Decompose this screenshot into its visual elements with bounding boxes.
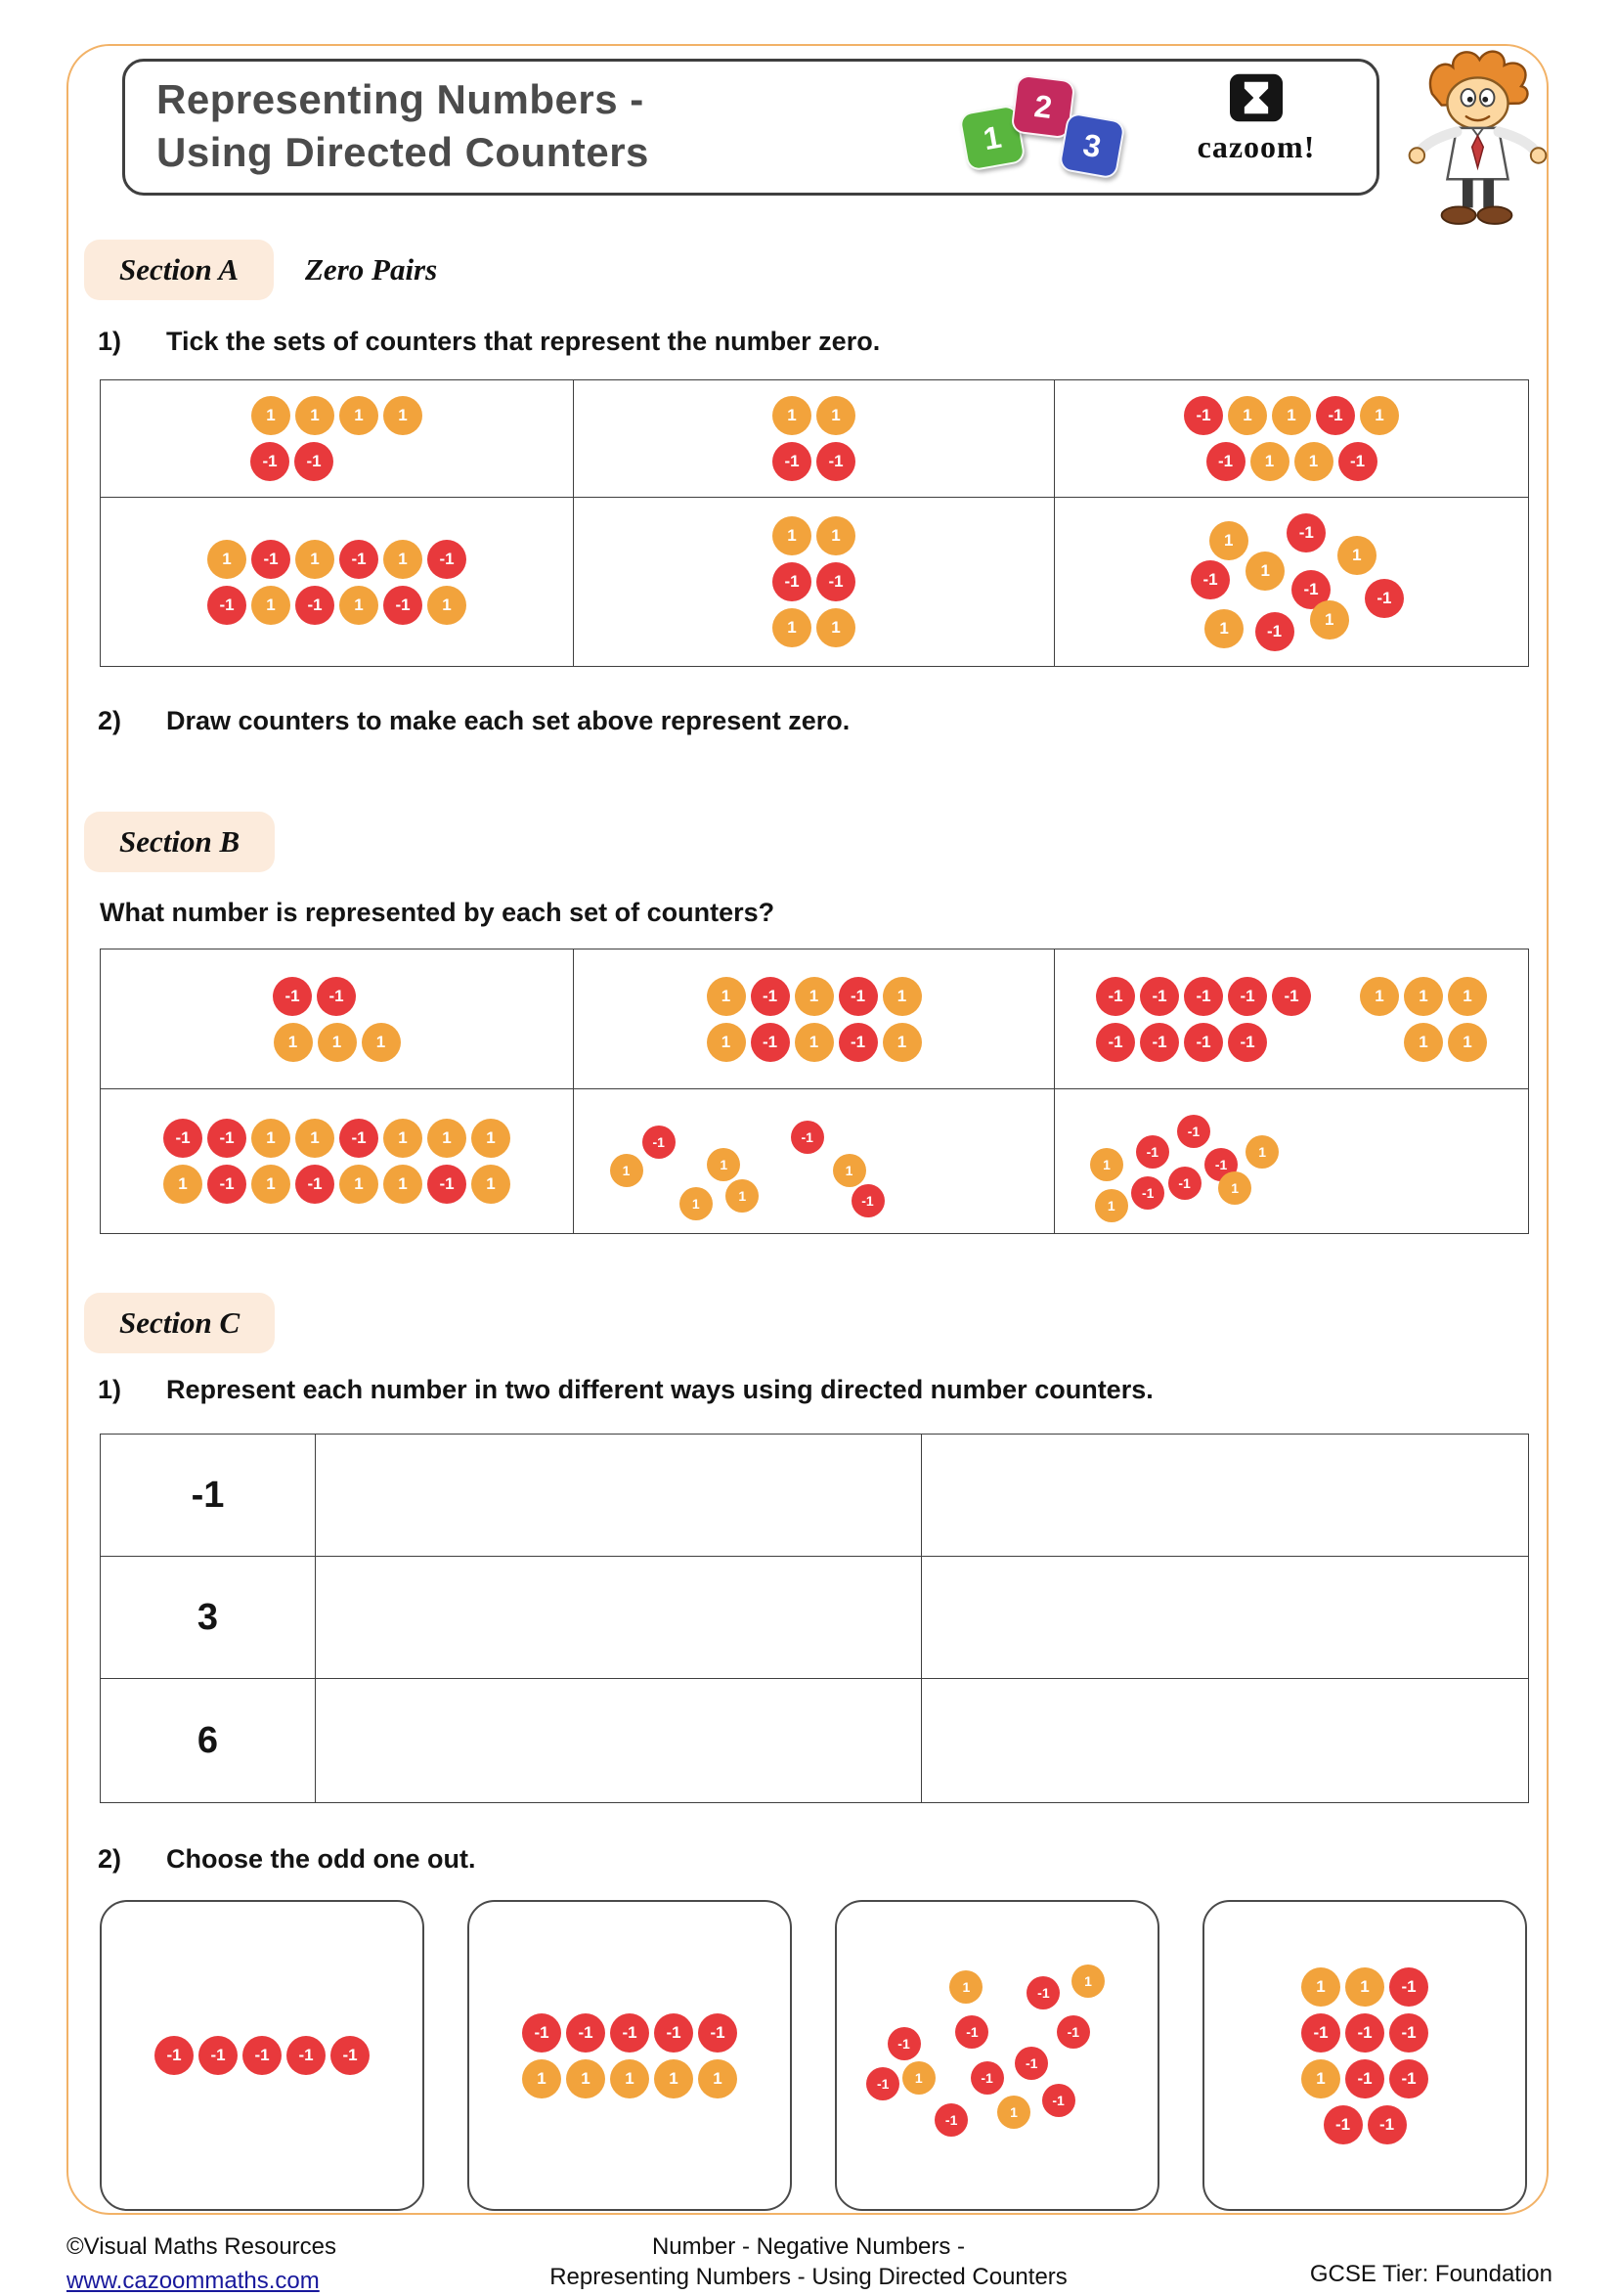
positive-counter: 1 — [1345, 1967, 1384, 2007]
counter-row — [1096, 1023, 1487, 1062]
positive-counter: 1 — [833, 1154, 866, 1187]
positive-counter: 1 — [1404, 1023, 1443, 1062]
section-a-label — [84, 240, 274, 300]
counter-set-cell — [101, 949, 574, 1089]
negative-counter: -1 — [1365, 579, 1404, 618]
positive-counter: 1 — [1228, 396, 1267, 435]
section-c-question-1 — [98, 1375, 1154, 1405]
positive-counter: 1 — [427, 586, 466, 625]
section-a-question-1 — [98, 327, 880, 357]
negative-counter: -1 — [1345, 2013, 1384, 2053]
positive-counter: 1 — [949, 1970, 983, 2004]
question-text: Draw counters to make each set above represent zero. — [166, 706, 851, 735]
negative-counter: -1 — [654, 2013, 693, 2053]
negative-counter: -1 — [250, 442, 289, 481]
negative-counter: -1 — [1184, 977, 1223, 1016]
negative-counter: -1 — [198, 2036, 238, 2075]
footer-topic-line-2: Representing Numbers - Using Directed Counters — [549, 2264, 1068, 2291]
positive-counter: 1 — [522, 2059, 561, 2098]
counter-row — [1206, 442, 1377, 481]
number-cell: -1 — [101, 1435, 316, 1557]
negative-counter: -1 — [1184, 1023, 1223, 1062]
negative-counter: -1 — [1204, 1148, 1238, 1181]
positive-counter: 1 — [816, 516, 855, 555]
number-tile-3: 3 — [1058, 111, 1126, 180]
positive-counter: 1 — [1301, 2059, 1340, 2098]
negative-counter: -1 — [791, 1121, 824, 1154]
positive-counter: 1 — [339, 586, 378, 625]
negative-counter: -1 — [839, 1023, 878, 1062]
representation-table — [100, 1434, 1529, 1803]
cazoom-logo — [1173, 71, 1339, 165]
answer-cell — [316, 1435, 922, 1557]
counter-set — [113, 1914, 411, 2197]
section-a-counter-grid — [100, 379, 1529, 667]
negative-counter: -1 — [1301, 2013, 1340, 2053]
counter-set — [1063, 957, 1520, 1081]
section-c-label — [84, 1293, 275, 1353]
positive-counter: 1 — [1448, 977, 1487, 1016]
counter-row — [522, 2059, 737, 2098]
counter-row — [273, 977, 356, 1016]
negative-counter: -1 — [1316, 396, 1355, 435]
negative-counter: -1 — [1131, 1176, 1164, 1210]
positive-counter: 1 — [679, 1187, 713, 1220]
negative-counter: -1 — [339, 540, 378, 579]
counter-row — [1096, 977, 1487, 1016]
mascot-illustration — [1396, 44, 1557, 240]
counter-set — [582, 957, 1046, 1081]
positive-counter: 1 — [1204, 609, 1244, 648]
counter-set — [1063, 506, 1520, 658]
question-text: What number is represented by each set of counters? — [100, 898, 775, 927]
section-c-label-text: Section C — [119, 1305, 240, 1340]
negative-counter: -1 — [427, 1165, 466, 1204]
numbers-123-logo — [961, 75, 1132, 185]
counter-row — [207, 586, 466, 625]
positive-counter: 1 — [251, 396, 290, 435]
title-line-2: Using Directed Counters — [156, 128, 649, 175]
answer-cell — [922, 1679, 1528, 1802]
positive-counter: 1 — [362, 1023, 401, 1062]
negative-counter: -1 — [566, 2013, 605, 2053]
answer-cell — [316, 1679, 922, 1802]
footer-topic-line-1: Number - Negative Numbers - — [651, 2233, 966, 2260]
counter-row — [251, 396, 422, 435]
negative-counter: -1 — [1345, 2059, 1384, 2098]
counter-row — [1184, 396, 1399, 435]
number-tile-1: 1 — [958, 104, 1027, 172]
negative-counter: -1 — [1255, 612, 1294, 651]
positive-counter: 1 — [816, 396, 855, 435]
positive-counter: 1 — [471, 1165, 510, 1204]
negative-counter: -1 — [1324, 2105, 1363, 2144]
negative-counter: -1 — [751, 1023, 790, 1062]
positive-counter: 1 — [383, 396, 422, 435]
section-a-question-2 — [98, 706, 850, 736]
counter-row — [772, 608, 855, 647]
negative-counter: -1 — [751, 977, 790, 1016]
negative-counter: -1 — [1338, 442, 1377, 481]
negative-counter: -1 — [1027, 1976, 1060, 2009]
positive-counter: 1 — [1310, 600, 1349, 640]
odd-one-out-option-1 — [100, 1900, 424, 2211]
positive-counter: 1 — [654, 2059, 693, 2098]
mascot-icon — [1396, 44, 1557, 235]
negative-counter: -1 — [163, 1119, 202, 1158]
negative-counter: -1 — [935, 2103, 968, 2137]
negative-counter: -1 — [816, 442, 855, 481]
negative-counter: -1 — [1191, 560, 1230, 599]
negative-counter: -1 — [251, 540, 290, 579]
negative-counter: -1 — [273, 977, 312, 1016]
negative-counter: -1 — [1228, 1023, 1267, 1062]
negative-counter: -1 — [1184, 396, 1223, 435]
title-line-1: Representing Numbers - — [156, 76, 644, 122]
negative-counter: -1 — [154, 2036, 194, 2075]
negative-counter: -1 — [1168, 1167, 1202, 1200]
odd-one-out-option-2 — [467, 1900, 792, 2211]
positive-counter: 1 — [207, 540, 246, 579]
negative-counter: -1 — [1228, 977, 1267, 1016]
counter-row — [707, 1023, 922, 1062]
positive-counter: 1 — [772, 516, 811, 555]
counter-set-cell — [1055, 498, 1528, 666]
cazoom-logo-text: cazoom! — [1197, 129, 1316, 164]
negative-counter: -1 — [317, 977, 356, 1016]
negative-counter: -1 — [294, 442, 333, 481]
positive-counter: 1 — [1250, 442, 1289, 481]
positive-counter: 1 — [383, 540, 422, 579]
positive-counter: 1 — [902, 2061, 936, 2095]
negative-counter: -1 — [955, 2015, 988, 2049]
spacer — [1272, 1023, 1311, 1062]
negative-counter: -1 — [286, 2036, 326, 2075]
number-cell: 6 — [101, 1679, 316, 1802]
positive-counter: 1 — [725, 1179, 759, 1213]
negative-counter: -1 — [1140, 977, 1179, 1016]
positive-counter: 1 — [883, 977, 922, 1016]
negative-counter: -1 — [295, 1165, 334, 1204]
counter-set-cell — [574, 1089, 1055, 1233]
negative-counter: -1 — [839, 977, 878, 1016]
positive-counter: 1 — [295, 540, 334, 579]
section-b-label — [84, 812, 275, 872]
positive-counter: 1 — [707, 977, 746, 1016]
negative-counter: -1 — [642, 1126, 676, 1159]
counter-row — [250, 442, 333, 481]
negative-counter: -1 — [522, 2013, 561, 2053]
negative-counter: -1 — [1015, 2047, 1048, 2080]
positive-counter: 1 — [816, 608, 855, 647]
positive-counter: 1 — [1337, 536, 1377, 575]
negative-counter: -1 — [207, 1119, 246, 1158]
positive-counter: 1 — [1246, 552, 1285, 591]
spacer — [1316, 1023, 1355, 1062]
footer-tier-text: GCSE Tier: Foundation — [1309, 2261, 1552, 2287]
positive-counter: 1 — [251, 586, 290, 625]
section-b-intro — [100, 898, 774, 928]
positive-counter: 1 — [383, 1165, 422, 1204]
counter-set-cell — [574, 498, 1055, 666]
number-cell: 3 — [101, 1557, 316, 1679]
positive-counter: 1 — [295, 396, 334, 435]
positive-counter: 1 — [274, 1023, 313, 1062]
question-number: 2) — [98, 1844, 122, 1874]
negative-counter: -1 — [971, 2061, 1004, 2095]
positive-counter: 1 — [1218, 1171, 1251, 1205]
negative-counter: -1 — [427, 540, 466, 579]
question-number: 1) — [98, 1375, 122, 1404]
negative-counter: -1 — [1136, 1135, 1169, 1169]
cazoommaths-link[interactable]: www.cazoommaths.com — [66, 2268, 320, 2295]
positive-counter: 1 — [795, 1023, 834, 1062]
counter-row — [522, 2013, 737, 2053]
counter-row — [772, 516, 855, 555]
positive-counter: 1 — [997, 2096, 1030, 2129]
question-number: 1) — [98, 327, 122, 356]
positive-counter: 1 — [1246, 1135, 1279, 1169]
negative-counter: -1 — [1096, 1023, 1135, 1062]
negative-counter: -1 — [1096, 977, 1135, 1016]
copyright-text: ©Visual Maths Resources — [66, 2233, 337, 2260]
negative-counter: -1 — [610, 2013, 649, 2053]
odd-one-out-option-3 — [835, 1900, 1159, 2211]
counter-row — [207, 540, 466, 579]
positive-counter: 1 — [1095, 1189, 1128, 1222]
section-b-counter-grid — [100, 949, 1529, 1234]
positive-counter: 1 — [383, 1119, 422, 1158]
negative-counter: -1 — [772, 442, 811, 481]
positive-counter: 1 — [1090, 1148, 1123, 1181]
counter-row — [274, 1023, 401, 1062]
counter-set-cell — [574, 949, 1055, 1089]
negative-counter: -1 — [816, 562, 855, 601]
header — [122, 59, 1379, 196]
positive-counter: 1 — [1404, 977, 1443, 1016]
worksheet-title — [156, 73, 649, 179]
cazoom-logo-icon — [1227, 71, 1286, 124]
counter-set-cell — [574, 380, 1055, 498]
section-a-label-text: Section A — [119, 252, 240, 287]
positive-counter: 1 — [883, 1023, 922, 1062]
negative-counter: -1 — [1042, 2084, 1075, 2117]
answer-cell — [316, 1557, 922, 1679]
positive-counter: 1 — [1294, 442, 1333, 481]
negative-counter: -1 — [1287, 513, 1326, 552]
counter-row — [154, 2036, 370, 2075]
counter-set — [582, 388, 1046, 489]
positive-counter: 1 — [251, 1165, 290, 1204]
negative-counter: -1 — [1389, 1967, 1428, 2007]
positive-counter: 1 — [318, 1023, 357, 1062]
negative-counter: -1 — [1057, 2015, 1090, 2049]
counter-row — [707, 977, 922, 1016]
positive-counter: 1 — [295, 1119, 334, 1158]
counter-set — [1063, 388, 1520, 489]
question-text: Choose the odd one out. — [166, 1844, 476, 1874]
section-c-question-2 — [98, 1844, 476, 1875]
positive-counter: 1 — [772, 608, 811, 647]
counter-row — [1301, 2013, 1428, 2053]
counter-set — [109, 1097, 565, 1225]
negative-counter: -1 — [383, 586, 422, 625]
positive-counter: 1 — [566, 2059, 605, 2098]
positive-counter: 1 — [795, 977, 834, 1016]
counter-set — [582, 1097, 1046, 1225]
odd-one-out-options — [100, 1900, 1527, 2211]
counter-set — [849, 1914, 1146, 2197]
answer-cell — [922, 1435, 1528, 1557]
counter-set — [109, 506, 565, 658]
negative-counter: -1 — [1389, 2059, 1428, 2098]
positive-counter: 1 — [251, 1119, 290, 1158]
negative-counter: -1 — [242, 2036, 282, 2075]
counter-row — [1324, 2105, 1407, 2144]
counter-row — [163, 1119, 510, 1158]
positive-counter: 1 — [698, 2059, 737, 2098]
positive-counter: 1 — [1448, 1023, 1487, 1062]
positive-counter: 1 — [471, 1119, 510, 1158]
counter-set-cell — [1055, 949, 1528, 1089]
counter-row — [163, 1165, 510, 1204]
positive-counter: 1 — [339, 1165, 378, 1204]
counter-row — [772, 562, 855, 601]
counter-set — [481, 1914, 778, 2197]
positive-counter: 1 — [163, 1165, 202, 1204]
negative-counter: -1 — [339, 1119, 378, 1158]
counter-row — [1301, 2059, 1428, 2098]
spacer — [1316, 977, 1355, 1016]
counter-set-cell — [101, 1089, 574, 1233]
question-text: Represent each number in two different ways using directed number counters. — [166, 1375, 1154, 1404]
negative-counter: -1 — [772, 562, 811, 601]
negative-counter: -1 — [698, 2013, 737, 2053]
negative-counter: -1 — [330, 2036, 370, 2075]
negative-counter: -1 — [866, 2067, 899, 2100]
negative-counter: -1 — [1368, 2105, 1407, 2144]
negative-counter: -1 — [1206, 442, 1246, 481]
positive-counter: 1 — [707, 1148, 740, 1181]
negative-counter: -1 — [207, 1165, 246, 1204]
negative-counter: -1 — [1389, 2013, 1428, 2053]
odd-one-out-option-4 — [1202, 1900, 1527, 2211]
answer-cell — [922, 1557, 1528, 1679]
section-b-label-text: Section B — [119, 824, 240, 859]
positive-counter: 1 — [339, 396, 378, 435]
negative-counter: -1 — [1291, 570, 1331, 609]
counter-set — [109, 388, 565, 489]
positive-counter: 1 — [1209, 521, 1248, 560]
counter-set — [1216, 1914, 1513, 2197]
question-number: 2) — [98, 706, 122, 735]
negative-counter: -1 — [1272, 977, 1311, 1016]
positive-counter: 1 — [427, 1119, 466, 1158]
counter-set-cell — [101, 498, 574, 666]
negative-counter: -1 — [207, 586, 246, 625]
positive-counter: 1 — [1360, 396, 1399, 435]
counter-row — [772, 396, 855, 435]
section-a-subtitle: Zero Pairs — [305, 252, 438, 287]
counter-set-cell — [1055, 1089, 1528, 1233]
negative-counter: -1 — [888, 2027, 921, 2060]
positive-counter: 1 — [1360, 977, 1399, 1016]
positive-counter: 1 — [610, 2059, 649, 2098]
question-text: Tick the sets of counters that represent the number zero. — [166, 327, 881, 356]
counter-row — [772, 442, 855, 481]
positive-counter: 1 — [610, 1154, 643, 1187]
negative-counter: -1 — [852, 1184, 885, 1217]
counter-set — [582, 506, 1046, 658]
positive-counter: 1 — [1071, 1965, 1105, 1998]
spacer — [1360, 1023, 1399, 1062]
counter-set — [109, 957, 565, 1081]
positive-counter: 1 — [707, 1023, 746, 1062]
negative-counter: -1 — [295, 586, 334, 625]
negative-counter: -1 — [1140, 1023, 1179, 1062]
counter-set-cell — [101, 380, 574, 498]
positive-counter: 1 — [1272, 396, 1311, 435]
counter-set — [1063, 1097, 1520, 1225]
negative-counter: -1 — [1177, 1115, 1210, 1148]
number-tile-2: 2 — [1011, 74, 1076, 140]
positive-counter: 1 — [1301, 1967, 1340, 2007]
counter-row — [1301, 1967, 1428, 2007]
counter-set-cell — [1055, 380, 1528, 498]
positive-counter: 1 — [772, 396, 811, 435]
